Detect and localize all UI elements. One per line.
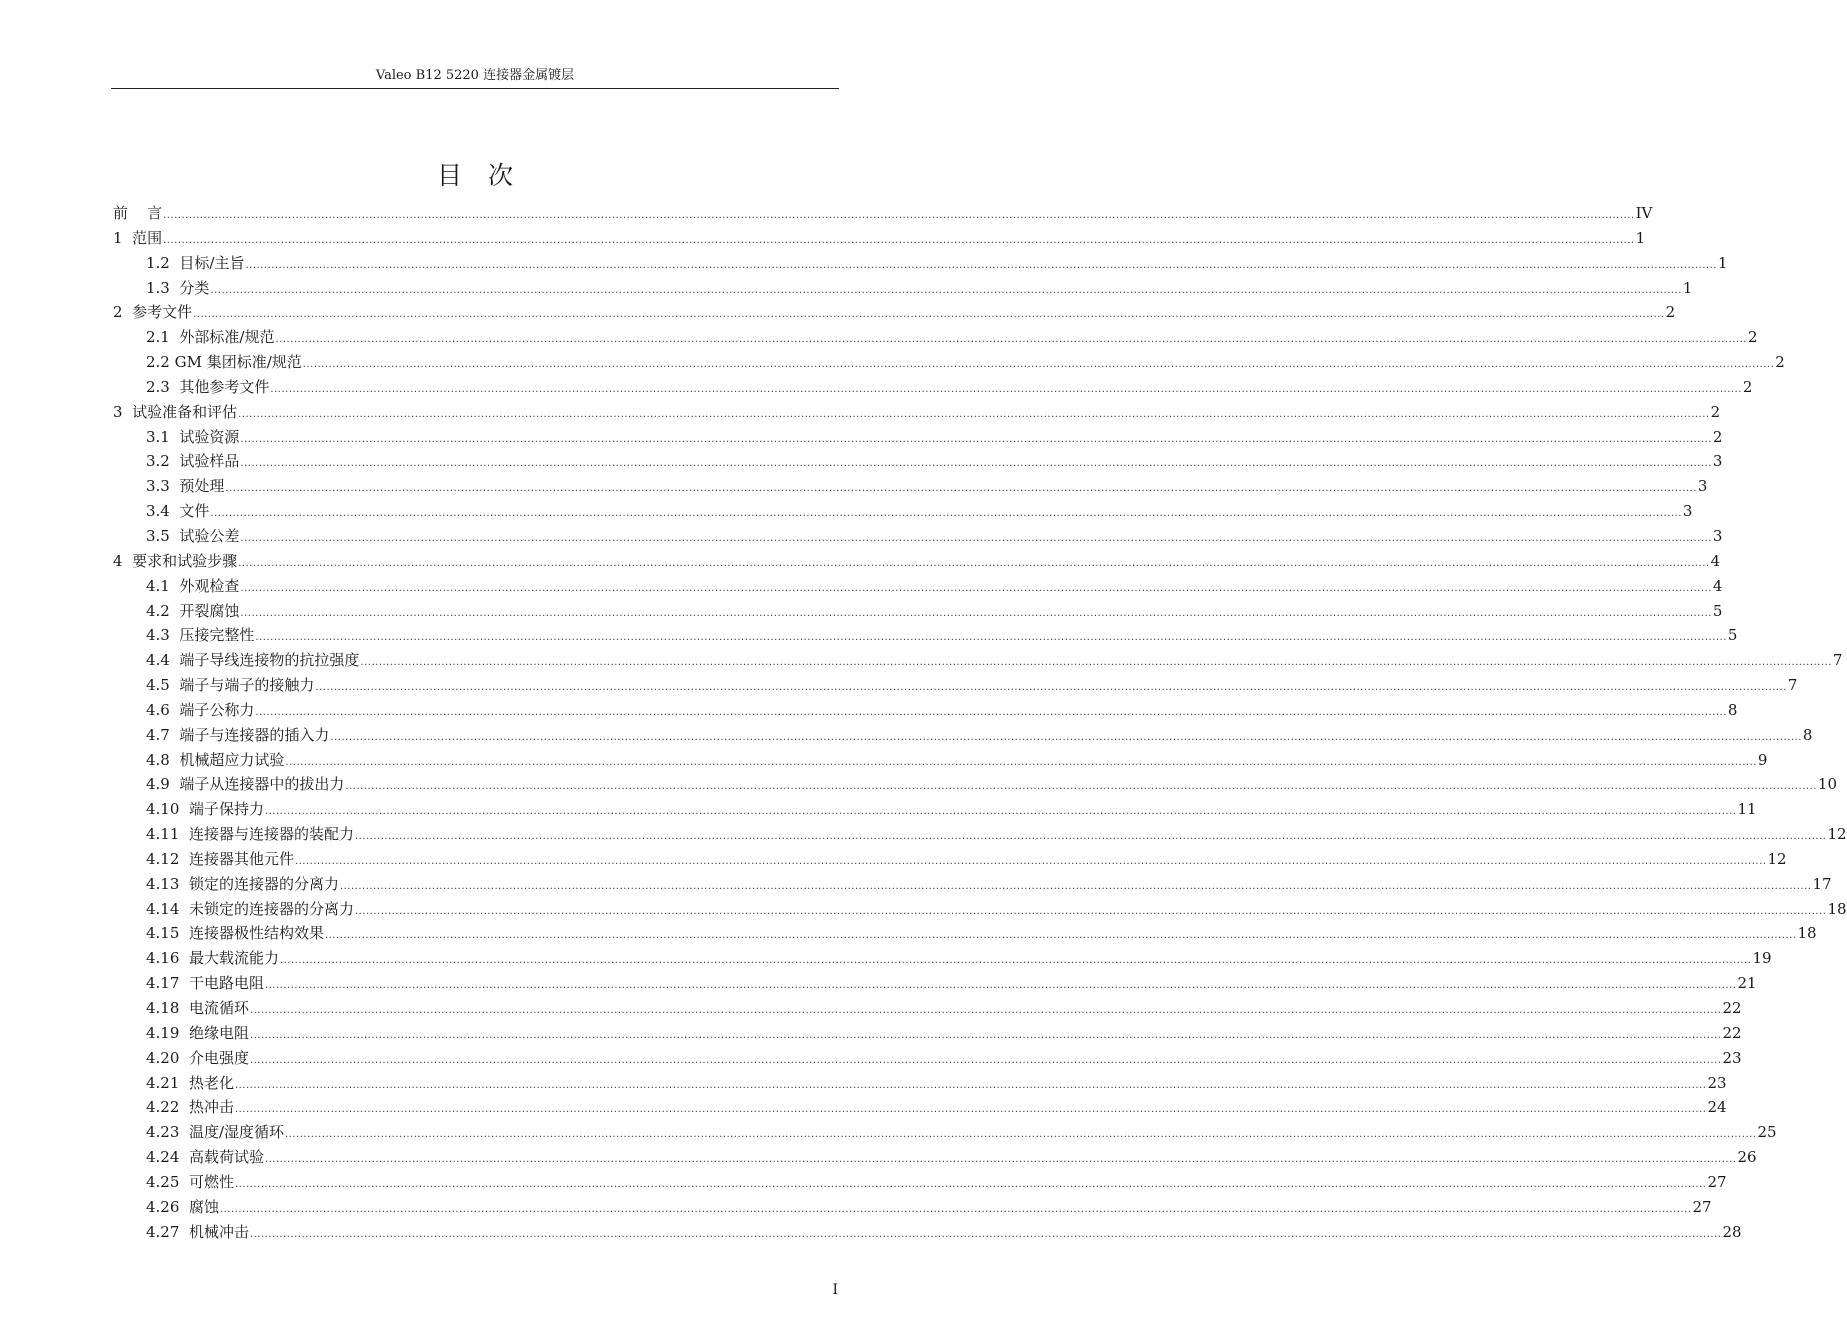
toc-entry[interactable] (113, 1145, 1757, 1170)
toc-dot-leader: ................................................................................................................................................................................................................................................................................................................................................................................................................ (324, 930, 1797, 942)
toc-entry-page: 4 (1712, 576, 1723, 595)
toc-entry-page: 4 (1710, 551, 1721, 570)
toc-entry-number: 4.26 (146, 1197, 189, 1216)
toc-dot-leader: ................................................................................................................................................................................................................................................................................................................................................................................................................ (240, 532, 1712, 544)
toc-dot-leader: ................................................................................................................................................................................................................................................................................................................................................................................................................ (330, 731, 1802, 743)
toc-entry-label: 机械超应力试验 (179, 750, 285, 769)
toc-entry-label: 文件 (179, 502, 210, 521)
toc-dot-leader: ................................................................................................................................................................................................................................................................................................................................................................................................................ (249, 1228, 1722, 1240)
toc-entry-label: 其他参考文件 (179, 377, 270, 396)
toc-entry-page: 2 (1747, 328, 1758, 347)
toc-entry-label: 分类 (179, 278, 210, 297)
toc-entry[interactable] (113, 226, 1646, 251)
toc-entry[interactable] (113, 822, 1847, 847)
toc-entry[interactable] (113, 1021, 1742, 1046)
toc-entry-label: 机械冲击 (188, 1222, 249, 1241)
toc-entry-label: 试验准备和评估 (132, 402, 238, 421)
toc-entry-number: 4.5 (146, 676, 180, 695)
toc-entry-label: 热老化 (188, 1073, 234, 1092)
toc-entry-page: 3 (1697, 477, 1708, 496)
toc-entry-number: 2 (113, 303, 133, 322)
toc-entry-number: 2.2 (146, 353, 175, 372)
toc-dot-leader: ................................................................................................................................................................................................................................................................................................................................................................................................................ (302, 359, 1775, 371)
toc-entry[interactable] (113, 1071, 1727, 1096)
toc-entry-number: 2.1 (146, 328, 180, 347)
toc-entry[interactable] (113, 623, 1738, 648)
toc-entry-page: 3 (1682, 502, 1693, 521)
toc-dot-leader: ................................................................................................................................................................................................................................................................................................................................................................................................................ (249, 1054, 1722, 1066)
toc-dot-leader: ................................................................................................................................................................................................................................................................................................................................................................................................................ (354, 831, 1827, 843)
toc-entry[interactable] (113, 375, 1753, 400)
toc-entry[interactable] (113, 723, 1813, 748)
toc-entry-number: 3.5 (146, 526, 180, 545)
toc-entry-page: 10 (1817, 775, 1837, 794)
toc-entry-page: 26 (1737, 1148, 1757, 1167)
toc-entry[interactable] (113, 325, 1758, 350)
toc-entry-page: 17 (1812, 874, 1832, 893)
toc-dot-leader: ................................................................................................................................................................................................................................................................................................................................................................................................................ (275, 334, 1747, 346)
toc-entry[interactable] (113, 1195, 1712, 1220)
toc-entry-label: 端子与连接器的插入力 (179, 725, 330, 744)
toc-title: 目次 (436, 161, 539, 190)
toc-entry-page: 5 (1712, 601, 1723, 620)
toc-entry-number: 4.20 (146, 1048, 189, 1067)
toc-entry-number: 4.15 (146, 924, 189, 943)
toc-entry[interactable] (113, 276, 1693, 301)
toc-entry-number: 3 (113, 402, 133, 421)
toc-entry-number: 3.1 (146, 427, 180, 446)
toc-entry-label: 目标/主旨 (179, 253, 245, 272)
header-rule (111, 88, 839, 89)
toc-entry[interactable] (113, 449, 1723, 474)
toc-dot-leader: ................................................................................................................................................................................................................................................................................................................................................................................................................ (264, 980, 1737, 992)
toc-entry-label: 温度/湿度循环 (188, 1123, 284, 1142)
toc-entry-page: 5 (1727, 626, 1738, 645)
toc-dot-leader: ................................................................................................................................................................................................................................................................................................................................................................................................................ (163, 210, 1635, 221)
toc-dot-leader: ................................................................................................................................................................................................................................................................................................................................................................................................................ (270, 383, 1742, 395)
toc-entry-page: 2 (1712, 427, 1723, 446)
toc-dot-leader: ................................................................................................................................................................................................................................................................................................................................................................................................................ (294, 855, 1767, 867)
toc-dot-leader: ................................................................................................................................................................................................................................................................................................................................................................................................................ (255, 706, 1727, 718)
toc-entry-label: 端子保持力 (188, 800, 264, 819)
toc-entry-page: 1 (1635, 228, 1646, 247)
toc-entry-number: 4.7 (146, 725, 180, 744)
toc-entry-page: 23 (1707, 1073, 1727, 1092)
toc-dot-leader: ................................................................................................................................................................................................................................................................................................................................................................................................................ (339, 880, 1812, 892)
toc-entry-page: 8 (1802, 725, 1813, 744)
toc-entry-page: IV (1635, 204, 1653, 222)
toc-dot-leader: ................................................................................................................................................................................................................................................................................................................................................................................................................ (225, 483, 1697, 495)
toc-entry-number: 1.2 (146, 253, 180, 272)
toc-entry[interactable] (113, 996, 1742, 1021)
toc-entry-label: 绝缘电阻 (188, 1023, 249, 1042)
toc-dot-leader: ................................................................................................................................................................................................................................................................................................................................................................................................................ (255, 632, 1727, 644)
toc-entry[interactable] (113, 251, 1728, 276)
toc-entry-number: 2.3 (146, 377, 180, 396)
toc-dot-leader: ................................................................................................................................................................................................................................................................................................................................................................................................................ (360, 657, 1832, 669)
toc-entry-label: 范围 (132, 228, 163, 247)
toc-entry-page: 2 (1742, 377, 1753, 396)
toc-entry-number: 4.23 (146, 1123, 189, 1142)
toc-entry-number: 4.9 (146, 775, 180, 794)
toc-entry-number: 4.25 (146, 1172, 189, 1191)
toc-entry[interactable] (113, 648, 1843, 673)
toc-entry-number: 4.1 (146, 576, 180, 595)
toc-dot-leader: ................................................................................................................................................................................................................................................................................................................................................................................................................ (264, 1154, 1737, 1166)
toc-entry-page: 19 (1752, 949, 1772, 968)
toc-entry-label: 开裂腐蚀 (179, 601, 240, 620)
toc-entry[interactable] (113, 524, 1723, 549)
toc-dot-leader: ................................................................................................................................................................................................................................................................................................................................................................................................................ (315, 682, 1787, 694)
toc-entry[interactable] (113, 748, 1768, 773)
toc-entry-number: 4.14 (146, 899, 189, 918)
toc-entry-number: 4.22 (146, 1098, 189, 1117)
toc-dot-leader: ................................................................................................................................................................................................................................................................................................................................................................................................................ (240, 458, 1712, 470)
toc-entry-number: 1 (113, 228, 133, 247)
toc-entry-page: 27 (1692, 1197, 1712, 1216)
toc-dot-leader: ................................................................................................................................................................................................................................................................................................................................................................................................................ (240, 607, 1712, 619)
toc-entry[interactable] (113, 872, 1832, 897)
toc-entry-page: 2 (1665, 303, 1676, 322)
toc-entry-number: 3.3 (146, 477, 180, 496)
toc-entry[interactable] (113, 400, 1721, 425)
toc-dot-leader: ................................................................................................................................................................................................................................................................................................................................................................................................................ (219, 1203, 1692, 1215)
toc-entry-label: GM 集团标准/规范 (174, 353, 302, 372)
toc-entry-number: 3.2 (146, 452, 180, 471)
toc-entry-label: 端子与端子的接触力 (179, 676, 315, 695)
toc-dot-leader: ................................................................................................................................................................................................................................................................................................................................................................................................................ (285, 756, 1757, 768)
toc-entry-page: 3 (1712, 526, 1723, 545)
toc-entry[interactable] (113, 350, 1785, 375)
toc-entry[interactable] (113, 1046, 1742, 1071)
toc-entry-page: 21 (1737, 974, 1757, 993)
toc-entry-number: 4.10 (146, 800, 189, 819)
toc-entry-page: 2 (1710, 402, 1721, 421)
toc-entry-label: 试验资源 (179, 427, 240, 446)
toc-entry-label: 端子从连接器中的拔出力 (179, 775, 345, 794)
toc-entry[interactable] (113, 971, 1757, 996)
toc-entry-page: 1 (1717, 253, 1728, 272)
toc-entry-number: 4.21 (146, 1073, 189, 1092)
toc-entry-label: 电流循环 (188, 999, 249, 1017)
toc-dot-leader: ................................................................................................................................................................................................................................................................................................................................................................................................................ (210, 284, 1682, 296)
toc-dot-leader: ................................................................................................................................................................................................................................................................................................................................................................................................................ (354, 905, 1827, 917)
page-number: I (832, 1282, 838, 1298)
page-header: Valeo B12 5220 连接器金属镀层 (375, 68, 575, 83)
toc-entry[interactable] (113, 549, 1721, 574)
toc-dot-leader: ................................................................................................................................................................................................................................................................................................................................................................................................................ (234, 1104, 1707, 1116)
toc-entry-number: 4.3 (146, 626, 180, 645)
toc-dot-leader: ................................................................................................................................................................................................................................................................................................................................................................................................................ (238, 557, 1710, 569)
toc-entry-page: 18 (1827, 899, 1847, 918)
toc-entry-page: 12 (1827, 825, 1847, 844)
toc-entry[interactable] (113, 772, 1837, 797)
toc-entry-label: 热冲击 (188, 1098, 234, 1117)
toc-entry-page: 22 (1722, 999, 1742, 1017)
toc-entry-page: 8 (1727, 700, 1738, 719)
toc-entry-number: 4.2 (146, 601, 180, 620)
toc-entry[interactable] (113, 599, 1723, 624)
toc-entry-label: 压接完整性 (179, 626, 255, 645)
toc-entry-page: 28 (1722, 1222, 1742, 1241)
toc-entry[interactable] (113, 897, 1847, 922)
toc-entry-page: 7 (1832, 651, 1843, 670)
toc-entry-page: 23 (1722, 1048, 1742, 1067)
toc-entry-number: 4 (113, 551, 133, 570)
toc-entry-page: 27 (1707, 1172, 1727, 1191)
toc-entry-label: 可燃性 (188, 1172, 234, 1191)
toc-entry-page: 25 (1757, 1123, 1777, 1142)
toc-entry[interactable] (113, 1120, 1777, 1145)
toc-entry[interactable] (113, 1220, 1742, 1245)
toc-entry-number: 4.11 (146, 825, 189, 844)
toc-entry-label: 锁定的连接器的分离力 (188, 874, 339, 893)
toc-dot-leader: ................................................................................................................................................................................................................................................................................................................................................................................................................ (285, 1129, 1757, 1141)
toc-entry[interactable] (113, 474, 1708, 499)
toc-entry-number: 4.17 (146, 974, 189, 993)
toc-entry-label: 外观检查 (179, 576, 240, 595)
toc-entry-label: 试验公差 (179, 526, 240, 545)
toc-entry-number: 4.13 (146, 874, 189, 893)
table-of-contents (113, 201, 1847, 1244)
toc-entry-number: 4.18 (146, 999, 189, 1017)
toc-dot-leader: ................................................................................................................................................................................................................................................................................................................................................................................................................ (345, 781, 1817, 793)
toc-entry-label: 高载荷试验 (188, 1148, 264, 1167)
toc-entry-number: 4.16 (146, 949, 189, 968)
toc-entry-label: 参考文件 (132, 303, 193, 322)
toc-entry-label: 干电路电阻 (188, 974, 264, 993)
toc-entry-label: 腐蚀 (188, 1197, 219, 1216)
toc-entry-label: 试验样品 (179, 452, 240, 471)
toc-entry-number: 4.24 (146, 1148, 189, 1167)
toc-entry-label: 要求和试验步骤 (132, 551, 238, 570)
toc-dot-leader: ................................................................................................................................................................................................................................................................................................................................................................................................................ (234, 1079, 1707, 1091)
toc-entry-number: 4.8 (146, 750, 180, 769)
toc-entry[interactable] (113, 946, 1772, 971)
toc-entry-number: 4.6 (146, 700, 180, 719)
toc-dot-leader: ................................................................................................................................................................................................................................................................................................................................................................................................................ (279, 955, 1752, 967)
toc-entry[interactable] (113, 698, 1738, 723)
toc-entry[interactable] (113, 847, 1787, 872)
toc-entry-number: 3.4 (146, 502, 180, 521)
toc-entry-number: 1.3 (146, 278, 180, 297)
toc-entry-page: 3 (1712, 452, 1723, 471)
toc-dot-leader: ................................................................................................................................................................................................................................................................................................................................................................................................................ (193, 309, 1665, 321)
toc-entry-page: 18 (1797, 924, 1817, 943)
toc-entry[interactable] (113, 1170, 1727, 1195)
toc-dot-leader: ................................................................................................................................................................................................................................................................................................................................................................................................................ (240, 582, 1712, 594)
toc-dot-leader: ................................................................................................................................................................................................................................................................................................................................................................................................................ (238, 408, 1710, 420)
toc-entry-number: 4.4 (146, 651, 180, 670)
toc-entry[interactable] (113, 673, 1798, 698)
toc-entry-label: 连接器极性结构效果 (188, 924, 324, 943)
toc-entry[interactable] (113, 499, 1693, 524)
toc-entry[interactable] (113, 300, 1676, 325)
toc-entry-label: 预处理 (179, 477, 225, 496)
toc-entry-label: 外部标准/规范 (179, 328, 275, 347)
toc-entry[interactable] (113, 201, 1653, 226)
toc-entry-page: 11 (1737, 800, 1757, 819)
toc-dot-leader: ................................................................................................................................................................................................................................................................................................................................................................................................................ (249, 1005, 1722, 1016)
toc-dot-leader: ................................................................................................................................................................................................................................................................................................................................................................................................................ (210, 508, 1682, 520)
toc-dot-leader: ................................................................................................................................................................................................................................................................................................................................................................................................................ (240, 433, 1712, 445)
toc-entry-number: 4.12 (146, 849, 189, 868)
toc-entry[interactable] (113, 425, 1723, 450)
toc-entry-page: 1 (1682, 278, 1693, 297)
toc-entry-page: 22 (1722, 1023, 1742, 1042)
toc-dot-leader: ................................................................................................................................................................................................................................................................................................................................................................................................................ (245, 259, 1717, 271)
toc-entry-label: 连接器与连接器的装配力 (188, 825, 354, 844)
toc-entry[interactable] (113, 797, 1757, 822)
toc-entry-label: 前 言 (113, 204, 163, 222)
toc-dot-leader: ................................................................................................................................................................................................................................................................................................................................................................................................................ (264, 806, 1737, 818)
toc-entry-label: 介电强度 (188, 1048, 249, 1067)
toc-entry-label: 连接器其他元件 (188, 849, 294, 868)
toc-dot-leader: ................................................................................................................................................................................................................................................................................................................................................................................................................ (163, 234, 1635, 246)
toc-entry-page: 12 (1767, 849, 1787, 868)
toc-entry-label: 端子公称力 (179, 700, 255, 719)
toc-entry-page: 7 (1787, 676, 1798, 695)
toc-entry-page: 9 (1757, 750, 1768, 769)
toc-entry-page: 24 (1707, 1098, 1727, 1117)
toc-dot-leader: ................................................................................................................................................................................................................................................................................................................................................................................................................ (234, 1178, 1707, 1190)
toc-entry[interactable] (113, 921, 1817, 946)
toc-entry[interactable] (113, 574, 1723, 599)
toc-dot-leader: ................................................................................................................................................................................................................................................................................................................................................................................................................ (249, 1029, 1722, 1041)
toc-entry-page: 2 (1775, 353, 1785, 372)
toc-entry-label: 未锁定的连接器的分离力 (188, 899, 354, 918)
toc-entry-number: 4.27 (146, 1222, 189, 1241)
toc-entry-number: 4.19 (146, 1023, 189, 1042)
toc-entry-label: 端子导线连接物的抗拉强度 (179, 651, 360, 670)
toc-entry-label: 最大载流能力 (188, 949, 279, 968)
toc-entry[interactable] (113, 1095, 1727, 1120)
